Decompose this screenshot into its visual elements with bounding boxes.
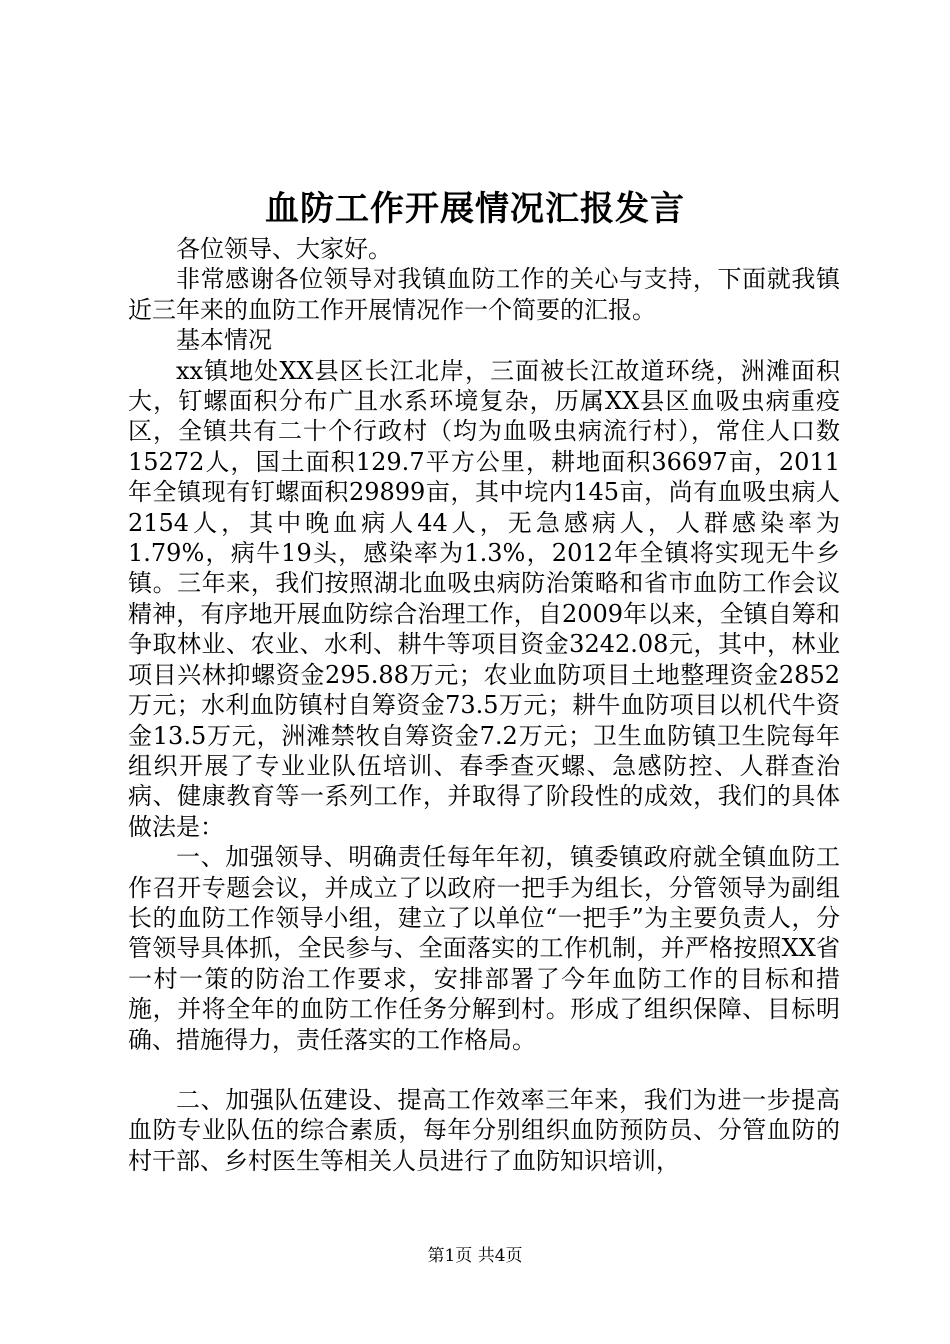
document-title: 血防工作开展情况汇报发言 — [265, 189, 685, 229]
document-body — [128, 234, 840, 1176]
paragraph-basic-situation: xx镇地处XX县区长江北岸，三面被长江故道环绕，洲滩面积大，钉螺面积分布广且水系环境复杂，历属XX县区血吸虫病重疫区，全镇共有二十个行政村（均为血吸虫病流行村），常住人口数15272人，国土面积129.7平方公里，耕地面积36697亩，2011年全镇现有钉螺面积29899亩，其中垸内145亩，尚有血吸虫病人2154人，其中晚血病人44人，无急感病人，人群感染率为1.79%，病牛19头，感染率为1.3%，2012年全镇将实现无牛乡镇。三年来，我们按照湖北血吸虫病防治策略和省市血防工作会议精神，有序地开展血防综合治理工作，自2009年以来，全镇自筹和争取林业、农业、水利、耕牛等项目资金3242.08元，其中，林业项目兴林抑螺资金295.88万元；农业血防项目土地整理资金2852万元；水利血防镇村自筹资金73.5万元；耕牛血防项目以机代牛资金13.5万元，洲滩禁牧自筹资金7.2万元；卫生血防镇卫生院每年组织开展了专业业队伍培训、春季查灭螺、急感防控、人群查治病、健康教育等一系列工作，并取得了阶段性的成效，我们的具体做法是： — [128, 356, 840, 841]
page-footer: 第1页 共4页 — [427, 1246, 523, 1266]
paragraph-team-building: 二、加强队伍建设、提高工作效率三年来，我们为进一步提高血防专业队伍的综合素质，每年分别组织血防预防员、分管血防的村干部、乡村医生等相关人员进行了血防知识培训， — [128, 1085, 840, 1175]
paragraph-thanks: 非常感谢各位领导对我镇血防工作的关心与支持，下面就我镇近三年来的血防工作开展情况作一个简要的汇报。 — [128, 265, 840, 324]
paragraph-greeting: 各位领导、大家好。 — [176, 235, 392, 263]
paragraph-section-heading: 基本情况 — [176, 326, 272, 355]
paragraph-leadership: 一、加强领导、明确责任每年年初，镇委镇政府就全镇血防工作召开专题会议，并成立了以政府一把手为组长，分管领导为副组长的血防工作领导小组，建立了以单位“一把手”为主要负责人，分管领导具体抓，全民参与、全面落实的工作机制，并严格按照XX省一村一策的防治工作要求，安排部署了今年血防工作的目标和措施，并将全年的血防工作任务分解到村。形成了组织保障、目标明确、措施得力，责任落实的工作格局。 — [128, 843, 840, 1054]
